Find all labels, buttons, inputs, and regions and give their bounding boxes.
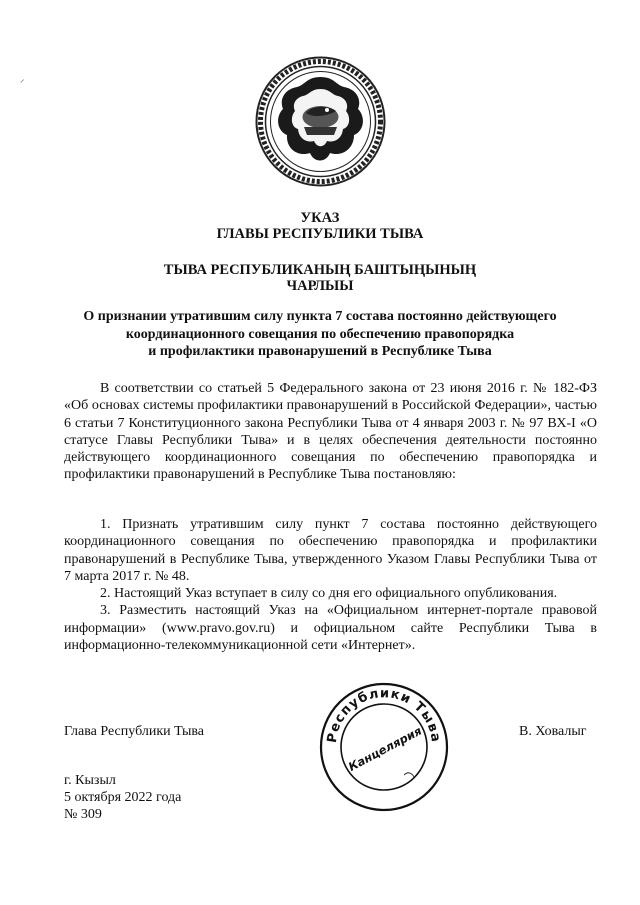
stamp-outer-text: Республики Тыва xyxy=(324,686,444,744)
decree-item: 3. Разместить настоящий Указ на «Официальном интернет-портале правовой информации» (www.pravo.gov.ru) и официальном сайте Республики Тыва в информационно-телекоммуникационной сети «Интернет». xyxy=(64,603,597,654)
decree-number: № 309 xyxy=(64,807,102,822)
decree-title: УКАЗ xyxy=(300,210,340,226)
scan-mark: ⸝ xyxy=(20,74,25,84)
issue-date: 5 октября 2022 года xyxy=(64,790,182,805)
subject-line: О признании утратившим силу пункта 7 состава постоянно действующего xyxy=(83,309,557,324)
signatory-position: Глава Республики Тыва xyxy=(64,724,205,739)
preamble xyxy=(64,380,597,484)
stamp-inner-text: Канцелярия xyxy=(345,723,424,774)
decree-item: 1. Признать утратившим силу пункт 7 состава постоянно действующего координационного совещания по обеспечению правопорядка и профилактики правонарушений в Республике Тыва, утвержденного Указом Главы Республики Тыва от 7 марта 2017 г. № 48. xyxy=(64,517,597,584)
issue-city: г. Кызыл xyxy=(64,773,116,788)
decree-items xyxy=(64,516,597,654)
preamble-paragraph: В соответствии со статьей 5 Федерального закона от 23 июня 2016 г. № 182-ФЗ «Об основах системы профилактики правонарушений в Российской Федерации», частью 6 статьи 7 Конституционного закона Республики Тыва от 4 января 2003 г. № 97 ВХ-I «О статусе Главы Республики Тыва» и в целях обеспечения деятельности постоянно действующего координационного совещания по обеспечению правопорядка и профилактики правонарушений в Республике Тыва постановляю: xyxy=(64,381,597,483)
subject-line: и профилактики правонарушений в Республике Тыва xyxy=(148,344,492,359)
decree-issuer: ГЛАВЫ РЕСПУБЛИКИ ТЫВА xyxy=(216,226,424,242)
coat-of-arms-emblem xyxy=(254,55,387,188)
decree-item: 2. Настоящий Указ вступает в силу со дня его официального опубликования. xyxy=(100,586,558,602)
office-stamp xyxy=(318,681,450,813)
signatory-name: В. Ховалыг xyxy=(519,724,587,739)
decree-subject xyxy=(60,308,580,361)
subject-line: координационного совещания по обеспечению правопорядка xyxy=(125,326,515,342)
decree-issuer-tuvan: ТЫВА РЕСПУБЛИКАНЫҢ БАШТЫҢЫНЫҢ xyxy=(163,262,477,278)
decree-title-tuvan: ЧАРЛЫЫ xyxy=(286,278,354,294)
